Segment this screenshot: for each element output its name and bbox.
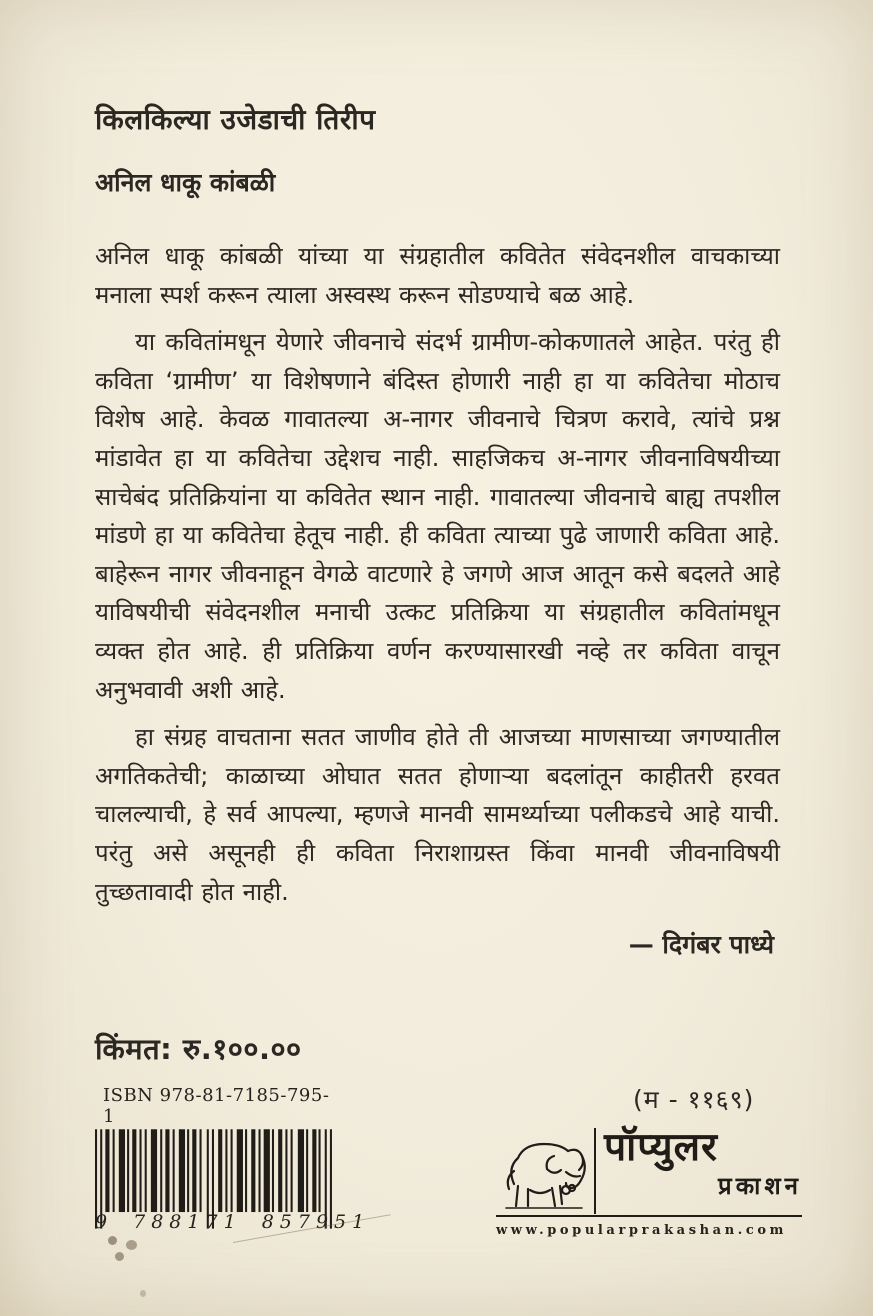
publisher-logo [496, 1126, 802, 1238]
paper-speck [115, 1252, 124, 1261]
publisher-name-line2: प्रकाशन [718, 1171, 802, 1200]
publisher-logo-top [496, 1126, 802, 1214]
barcode-digits: 9 788171 857951 [95, 1211, 371, 1233]
paper-speck [126, 1240, 137, 1250]
publisher-website: www.popularprakashan.com [496, 1223, 788, 1238]
paper-speck [108, 1236, 117, 1245]
blurb-signature: — दिगंबर पाध्ये [628, 930, 774, 960]
logo-divider [594, 1128, 596, 1214]
publisher-name [604, 1126, 802, 1214]
ean13-barcode [95, 1129, 371, 1233]
series-code: (म - ११६९) [633, 1085, 755, 1114]
isbn-block [95, 1085, 371, 1233]
logo-rule [496, 1215, 802, 1217]
book-author: अनिल धाकू कांबळी [95, 168, 276, 197]
publisher-name-line1: पॉप्युलर [604, 1125, 719, 1170]
blurb-paragraph-3: हा संग्रह वाचताना सतत जाणीव होते ती आजच्या माणसाच्या जगण्यातील अगतिकतेची; काळाच्या ओघात सतत होणाऱ्या बदलांतून काहीतरी हरवत चालल्याची, हे सर्व आपल्या, म्हणजे मानवी सामर्थ्याच्या पलीकडचे आहे याची. परंतु असे असूनही ही कविता निराशाग्रस्त किंवा मानवी जीवनाविषयी तुच्छतावादी होत नाही. [95, 723, 780, 906]
price-label: किंमत: रु.१००.०० [95, 1032, 302, 1066]
paper-speck [140, 1290, 146, 1297]
isbn-number: ISBN 978-81-7185-795-1 [103, 1085, 330, 1127]
blurb-column [95, 100, 780, 961]
blurb-paragraph-2: या कवितांमधून येणारे जीवनाचे संदर्भ ग्रामीण-कोकणातले आहेत. परंतु ही कविता ‘ग्रामीण’ या विशेषणाने बंदिस्त होणारी नाही हा या कवितेचा मोठाच विशेष आहे. केवळ गावातल्या अ-नागर जीवनाचे चित्रण करावे, त्यांचे प्रश्न मांडावेत हा या कवितेचा उद्देशच नाही. साहजिकच अ-नागर जीवनाविषयीच्या साचेबंद प्रतिक्रियांना या कवितेत स्थान नाही. गावातल्या जीवनाचे बाह्य तपशील मांडणे हा या कवितेचा हेतूच नाही. ही कविता त्याच्या पुढे जाणारी कविता आहे. बाहेरून नागर जीवनाहून वेगळे वाटणारे हे जगणे आज आतून कसे बदलते आहे याविषयीची संवेदनशील मनाची उत्कट प्रतिक्रिया या संग्रहातील कवितांमधून व्यक्त होत आहे. ही प्रतिक्रिया वर्णन करण्यासारखी नव्हे तर कविता वाचून अनुभवावी अशी आहे. [95, 328, 780, 704]
book-title: किलकिल्या उजेडाची तिरीप [95, 103, 376, 136]
elephant-icon [496, 1126, 592, 1214]
blurb-paragraph-1: अनिल धाकू कांबळी यांच्या या संग्रहातील कवितेत संवेदनशील वाचकाच्या मनाला स्पर्श करून त्याला अस्वस्थ करून सोडण्याचे बळ आहे. [95, 242, 780, 309]
